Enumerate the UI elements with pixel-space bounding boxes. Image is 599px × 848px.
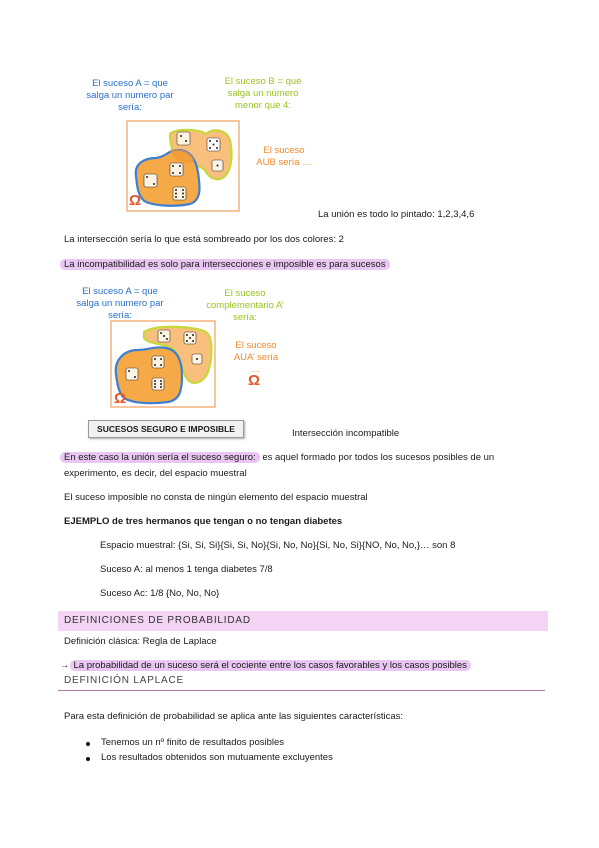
- box-label-seguro-imposible: SUCESOS SEGURO E IMPOSIBLE: [88, 420, 244, 438]
- omega-symbol-outside: Ω: [248, 372, 261, 389]
- bullet-item-2: Los resultados obtenidos son mutuamente excluyentes: [101, 752, 333, 763]
- figure2-caption-a: El suceso A = que salga un numero par sería:: [76, 286, 164, 321]
- paragraph-interseccion: La intersección sería lo que está sombreado por los dos colores: 2: [64, 234, 344, 245]
- figure1-note: La unión es todo lo pintado: 1,2,3,4,6: [318, 209, 475, 220]
- figure1-venn-diagram: [126, 120, 240, 212]
- highlighted-text: La incompatibilidad es solo para intersecciones e imposible es para sucesos: [60, 259, 390, 270]
- laplace-statement: [60, 660, 471, 671]
- figure1-caption-a: El suceso A = que salga un numero par sería:: [86, 78, 174, 113]
- omega-symbol: Ω: [129, 192, 142, 209]
- die-icon: [170, 163, 183, 176]
- arrow-icon: →: [60, 660, 70, 671]
- omega-symbol: Ω: [114, 390, 127, 407]
- definicion-clasica: Definición clásica: Regla de Laplace: [64, 636, 217, 647]
- paragraph-imposible: El suceso imposible no consta de ningún elemento del espacio muestral: [64, 492, 368, 503]
- figure2-caption-complement: El suceso complementario A’ sería:: [206, 288, 284, 323]
- section-heading-laplace: DEFINICIÓN LAPLACE: [58, 673, 545, 691]
- highlighted-text: La probabilidad de un suceso será el cociente entre los casos favorables y los casos posibles: [70, 660, 471, 671]
- bullet-dot: [86, 757, 90, 761]
- die-icon: [173, 187, 186, 200]
- die-icon: [144, 174, 157, 187]
- figure1-caption-b: El suceso B = que salga un número menor que 4:: [224, 76, 302, 111]
- die-icon: [152, 378, 164, 390]
- die-icon: [177, 132, 190, 145]
- die-icon: [152, 356, 164, 368]
- ejemplo-espacio-muestral: Espacio muestral: {Si, Si, Si}{Si, Si, No}{Si, No, No}{Si, No, Si}{NO, No, No,}… son 8: [100, 540, 456, 551]
- bullet-dot: [86, 742, 90, 746]
- bullet-item-1: Tenemos un nº finito de resultados posibles: [101, 737, 285, 748]
- paragraph-seguro-rest: es aquel formado por todos los sucesos posibles de un: [259, 452, 495, 463]
- paragraph-seguro: [60, 452, 494, 463]
- ejemplo-suceso-ac: Suceso Ac: 1/8 {No, No, No}: [100, 588, 220, 599]
- section-heading-definiciones: DEFINICIONES DE PROBABILIDAD: [58, 611, 548, 631]
- paragraph-seguro-line2: experimento, es decir, del espacio muestral: [64, 468, 247, 479]
- laplace-intro: Para esta definición de probabilidad se aplica ante las siguientes características:: [64, 711, 404, 722]
- highlighted-text: En este caso la unión sería el suceso seguro:: [60, 452, 260, 463]
- ejemplo-suceso-a: Suceso A: al menos 1 tenga diabetes 7/8: [100, 564, 273, 575]
- paragraph-incompatibilidad: [60, 259, 390, 270]
- figure2-note: Intersección incompatible: [292, 428, 400, 439]
- die-icon: [126, 368, 138, 380]
- figure2-caption-aua: El suceso AUA’ sería …: [233, 340, 279, 375]
- ejemplo-title: EJEMPLO de tres hermanos que tengan o no tengan diabetes: [64, 516, 343, 527]
- figure1-caption-aub: El suceso AUB sería …: [256, 145, 312, 168]
